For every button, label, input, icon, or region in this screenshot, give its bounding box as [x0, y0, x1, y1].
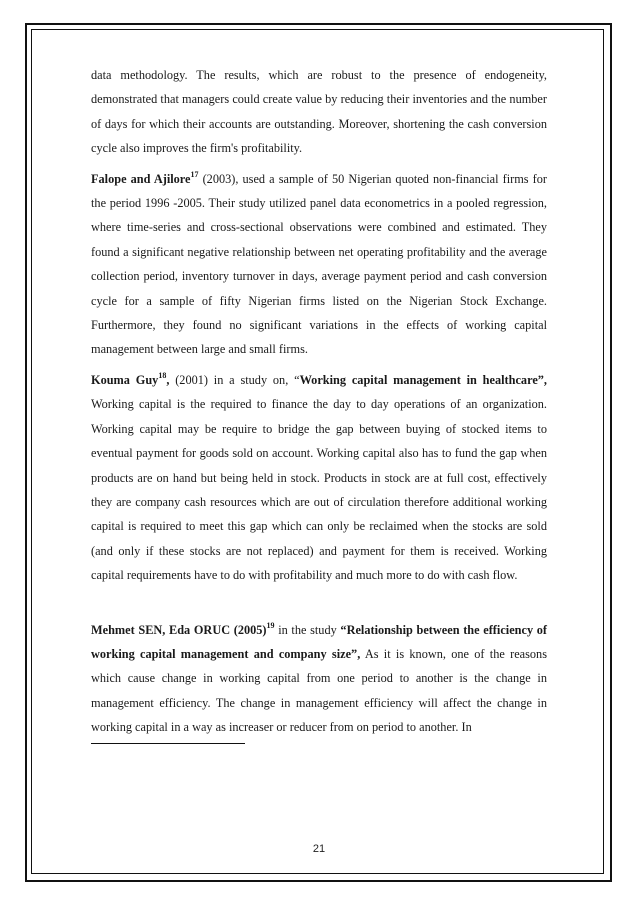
document-body: [91, 63, 547, 746]
paragraph-sen-oruc: [91, 618, 547, 740]
footnote-ref[interactable]: 18: [158, 370, 167, 380]
author-name: Kouma Guy: [91, 372, 159, 387]
footnote-separator: [91, 743, 245, 744]
author-name: Falope and Ajilore: [91, 171, 191, 186]
study-title: “Relationship between the efficiency of working capital management and company size”,: [91, 622, 548, 661]
paragraph-text: (2003), used a sample of 50 Nigerian quoted non-financial firms for the period 1996 -2005. Their study utilized panel data econometrics in a pooled regression, where time-series and cross-sectional observations were combined and estimated. They found a significant negative relationship between net operating profitability and the average collection period, inventory turnover in days, average payment period and cash conversion cycle for a sample of fifty Nigerian firms listed on the Nigerian Stock Exchange. Furthermore, they found no significant variations in the effects of working capital management between large and small firms.: [91, 171, 548, 357]
citation-lead: in the study: [274, 622, 341, 637]
paragraph-kouma-guy: [91, 368, 547, 588]
footnote-ref[interactable]: 17: [190, 169, 199, 179]
footnote-ref[interactable]: 19: [266, 620, 275, 630]
paragraph-text: Working capital is the required to finance the day to day operations of an organization. Working capital may be require to bridge the gap between buying of stocked items to eventual payment for goods sold on account. Working capital also has to fund the gap when products are on hand but being held in stock. Products in stock are at full cost, effectively they are company cash resources which are out of circulation therefore additional working capital is required to meet this gap which can only be reclaimed when the stocks are sold (and only if these stocks are not replaced) and payment for them is received. Working capital requirements have to do with profitability and much more to do with cash flow.: [91, 397, 547, 583]
author-comma: ,: [166, 372, 170, 387]
paragraph-falope-ajilore: [91, 167, 547, 362]
page-number: 21: [312, 843, 326, 855]
author-name: Mehmet SEN, Eda ORUC (2005): [91, 622, 267, 637]
paragraph-text: data methodology. The results, which are robust to the presence of endogeneity, demonstrated that managers could create value by reducing their inventories and the number of days for which their accounts are outstanding. Moreover, shortening the cash conversion cycle also improves the firm's profitability.: [91, 68, 547, 156]
citation-lead: (2001) in a study on, “: [169, 372, 300, 387]
paragraph-methodology: [91, 63, 547, 161]
paragraph-text: As it is known, one of the reasons which cause change in working capital from one period to another is the change in management efficiency. The change in management efficiency will affect the change in working capital in a way as increaser or reducer from on period to another. In: [91, 646, 547, 735]
study-title: Working capital management in healthcare”,: [299, 372, 547, 387]
